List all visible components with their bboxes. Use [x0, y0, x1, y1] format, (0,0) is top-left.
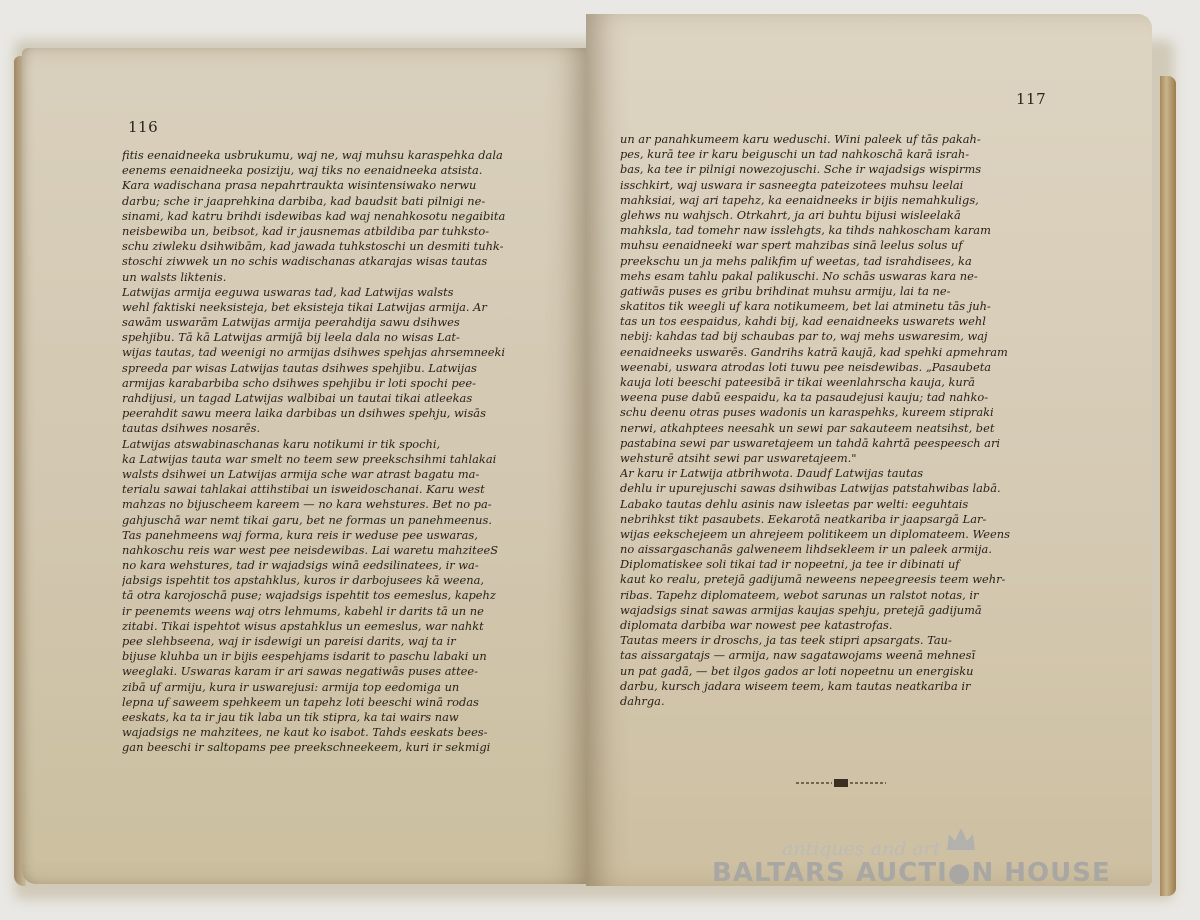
- text-line: Latwijas atswabinaschanas karu notikumi ir tik spochi,: [122, 436, 441, 451]
- text-line: darbu; sche ir jaaprehkina darbiba, kad baudsit bati pilnigi ne-: [122, 193, 486, 208]
- text-line: dahrga.: [620, 693, 665, 708]
- text-line: spehjibu. Tā kā Latwijas armijā bij leela dala no wisas Lat-: [122, 330, 460, 345]
- text-line: un ar panahkumeem karu weduschi. Wini paleek uf tās pakah-: [620, 132, 981, 146]
- text-line: darbu, kursch jadara wiseem teem, kam tautas neatkariba ir: [620, 678, 971, 693]
- text-line: spreeda par wisas Latwijas tautas dsihwes spehjibu. Latwijas: [122, 360, 477, 375]
- text-line: no kara wehstures, tad ir wajadsigs winā eedsilinatees, ir wa-: [122, 558, 479, 573]
- right-page-edge: [1160, 76, 1176, 896]
- text-line: wijas tautas, tad weenigi no armijas dsihwes spehjas ahrsemneeki: [122, 345, 506, 360]
- text-line: ribas. Tapehz diplomateem, webot sarunas un ralstot notas, ir: [620, 587, 979, 602]
- crown-icon: [944, 824, 978, 854]
- text-line: wehsturē atsiht sewi par uswaretajeem.": [620, 450, 857, 465]
- text-line: zibā uf armiju, kura ir uswarejusi: armija top eedomiga un: [122, 679, 460, 694]
- text-line: Kara wadischana prasa nepahrtraukta wisintensiwako nerwu: [122, 178, 477, 193]
- text-line: weeglaki. Uswaras karam ir ari sawas negatiwās puses attee-: [122, 664, 478, 679]
- text-line: glehws nu wahjsch. Otrkahrt, ja ari buhtu bijusi wisleelakā: [620, 207, 961, 222]
- end-ornament-icon: [796, 778, 886, 788]
- left-page-number: 116: [128, 118, 159, 136]
- text-line: Tas panehmeens waj forma, kura reis ir weduse pee uswaras,: [122, 527, 478, 542]
- text-line: mahksiai, waj ari tapehz, ka eenaidneeks ir bijis nemahkuligs,: [620, 192, 979, 207]
- text-line: wajadsigs sinat sawas armijas kaujas spehju, pretejā gadijumā: [620, 602, 982, 617]
- text-line: neisbewiba un, beibsot, kad ir jausnemas atbildiba par tuhksto-: [122, 223, 490, 238]
- text-line: dehlu ir upurejuschi sawas dsihwibas Latwijas patstahwibas labā.: [620, 481, 1001, 496]
- right-page-text: [620, 132, 1032, 709]
- text-line: skatitos tik weegli uf kara notikumeem, bet lai atminetu tās juh-: [620, 299, 991, 314]
- text-line: mehs esam tahlu pakal palikuschi. No schās uswaras kara ne-: [620, 268, 978, 283]
- text-line: nebrihkst tikt pasaubets. Eekarotā neatkariba ir jaapsargā Lar-: [620, 511, 987, 526]
- text-line: tautas dsihwes nosarēs.: [122, 421, 261, 436]
- text-line: wehl faktiski neeksisteja, bet eksisteja tikai Latwijas armija. Ar: [122, 299, 487, 314]
- text-line: bas, ka tee ir pilnigi nowezojuschi. Sche ir wajadsigs wispirms: [620, 162, 982, 177]
- text-line: eeskats, ka ta ir jau tik laba un tik stipra, ka tai wairs naw: [122, 709, 459, 724]
- text-line: bijuse kluhba un ir bijis eespehjams isdarit to paschu labaki un: [122, 649, 487, 664]
- text-line: wijas eekschejeem un ahrejeem politikeem un diplomateem. Weens: [620, 526, 1010, 541]
- text-line: terialu sawai tahlakai attihstibai un isweidoschanai. Karu west: [122, 482, 485, 497]
- text-line: armijas karabarbiba scho dsihwes spehjibu ir loti spochi pee-: [122, 375, 476, 390]
- text-line: pee slehbseena, waj ir isdewigi un pareisi darits, waj ta ir: [122, 634, 456, 648]
- text-line: sawām uswarām Latwijas armija peerahdija sawu dsihwes: [122, 315, 460, 330]
- text-line: weenabi, uswara atrodas loti tuwu pee neisdewibas. „Pasaubeta: [620, 359, 992, 374]
- text-line: gahjuschā war nemt tikai garu, bet ne formas un panehmeenus.: [122, 512, 492, 527]
- text-line: gatiwās puses es gribu brihdinat muhsu armiju, lai ta ne-: [620, 283, 951, 298]
- text-line: peerahdit sawu meera laika darbibas un dsihwes spehju, wisās: [122, 406, 486, 421]
- text-line: muhsu eenaidneeki war spert mahzibas sinā leelus solus uf: [620, 238, 963, 253]
- text-line: un pat gadā, — bet ilgos gados ar loti nopeetnu un energisku: [620, 663, 974, 678]
- text-line: gan beeschi ir saltopams pee preekschneekeem, kuri ir sekmigi: [122, 740, 491, 755]
- text-line: weena puse dabū eespaidu, ka ta pasaudejusi kauju; tad nahko-: [620, 390, 989, 405]
- text-line: schu ziwleku dsihwibām, kad jawada tuhkstoschi un desmiti tuhk-: [122, 239, 504, 254]
- text-line: diplomata darbiba war nowest pee katastrofas.: [620, 618, 893, 632]
- text-line: pastabina sewi par uswaretajeem un tahdā kahrtā peespeesch ari: [620, 435, 1001, 450]
- auction-watermark: [712, 838, 1132, 898]
- text-line: jabsigs ispehtit tos apstahklus, kuros ir darbojusees kā weena,: [122, 573, 484, 588]
- text-line: Labako tautas dehlu asinis naw isleetas par welti: eeguhtais: [620, 496, 969, 511]
- text-line: mahksla, tad tomehr naw isslehgts, ka tihds nahkoscham karam: [620, 223, 991, 238]
- text-line: lepna uf saweem spehkeem un tapehz loti beeschi winā rodas: [122, 694, 479, 709]
- text-line: Diplomatiskee soli tikai tad ir nopeetni, ja tee ir dibinati uf: [620, 557, 960, 572]
- text-line: fitis eenaidneeka usbrukumu, waj ne, waj muhsu karaspehka dala: [122, 148, 503, 162]
- text-line: ir peenemts weens waj otrs lehmums, kabehl ir darits tā un ne: [122, 603, 484, 618]
- left-page: [22, 48, 588, 884]
- text-line: eenems eenaidneeka posiziju, waj tiks no eenaidneeka atsista.: [122, 163, 483, 178]
- text-line: tas un tos eespaidus, kahdi bij, kad eenaidneeks uswarets wehl: [620, 314, 986, 329]
- text-line: Latwijas armija eeguwa uswaras tad, kad Latwijas walsts: [122, 284, 454, 299]
- text-line: wajadsigs ne mahzitees, ne kaut ko isabot. Tahds eeskats bees-: [122, 725, 488, 740]
- text-line: ka Latwijas tauta war smelt no teem sew preekschsihmi tahlakai: [122, 451, 497, 466]
- text-line: rahdijusi, un tagad Latwijas walbibai un tautai tikai atleekas: [122, 391, 473, 405]
- text-line: tas aissargatajs — armija, naw sagatawojams weenā mehnesī: [620, 648, 976, 663]
- text-line: nerwi, atkahptees neesahk un sewi par sakauteem neatsihst, bet: [620, 420, 995, 435]
- text-line: sinami, kad katru brihdi isdewibas kad waj nenahkosotu negaibita: [122, 208, 506, 223]
- text-line: tā otra karojoschā puse; wajadsigs ispehtit tos eemeslus, kapehz: [122, 588, 496, 603]
- watermark-tagline: antiques and art: [782, 838, 941, 860]
- text-line: stoschi ziwwek un no schis wadischanas atkarajas wisas tautas: [122, 254, 488, 269]
- text-line: walsts dsihwei un Latwijas armija sche war atrast bagatu ma-: [122, 466, 480, 481]
- text-line: nahkoschu reis war west pee neisdewibas. Lai waretu mahziteeS: [122, 542, 499, 557]
- text-line: nebij: kahdas tad bij schaubas par to, waj mehs uswaresim, waj: [620, 329, 988, 344]
- text-line: eenaidneeks uswarēs. Gandrihs katrā kaujā, kad spehki apmehram: [620, 344, 1008, 359]
- text-line: mahzas no bijuscheem kareem — no kara wehstures. Bet no pa-: [122, 497, 492, 512]
- text-line: schu deenu otras puses wadonis un karaspehks, kureem stipraki: [620, 405, 994, 420]
- watermark-brand: BALTARS AUCTI●N HOUSE: [712, 858, 1111, 888]
- text-line: preekschu un ja mehs palikfim uf weetas, tad israhdisees, ka: [620, 253, 972, 268]
- right-page-number: 117: [1016, 90, 1047, 108]
- text-line: kauja loti beeschi pateesibā ir tikai weenlahrscha kauja, kurā: [620, 375, 975, 389]
- text-line: pes, kurā tee ir karu beiguschi un tad nahkoschā karā israh-: [620, 147, 970, 162]
- text-line: Ar karu ir Latwija atbrihwota. Daudf Latwijas tautas: [620, 466, 924, 481]
- text-line: un walsts liktenis.: [122, 269, 227, 284]
- text-line: kaut ko realu, pretejā gadijumā neweens nepeegreesis teem wehr-: [620, 572, 1006, 587]
- text-line: zitabi. Tikai ispehtot wisus apstahklus un eemeslus, war nahkt: [122, 618, 484, 633]
- text-line: no aissargaschanās galweneem lihdsekleem ir un paleek armija.: [620, 542, 992, 557]
- text-line: isschkirt, waj uswara ir sasneegta pateizotees muhsu leelai: [620, 177, 964, 192]
- left-page-text: [122, 148, 534, 756]
- text-line: Tautas meers ir droschs, ja tas teek stipri apsargats. Tau-: [620, 633, 952, 648]
- right-page: [586, 14, 1152, 886]
